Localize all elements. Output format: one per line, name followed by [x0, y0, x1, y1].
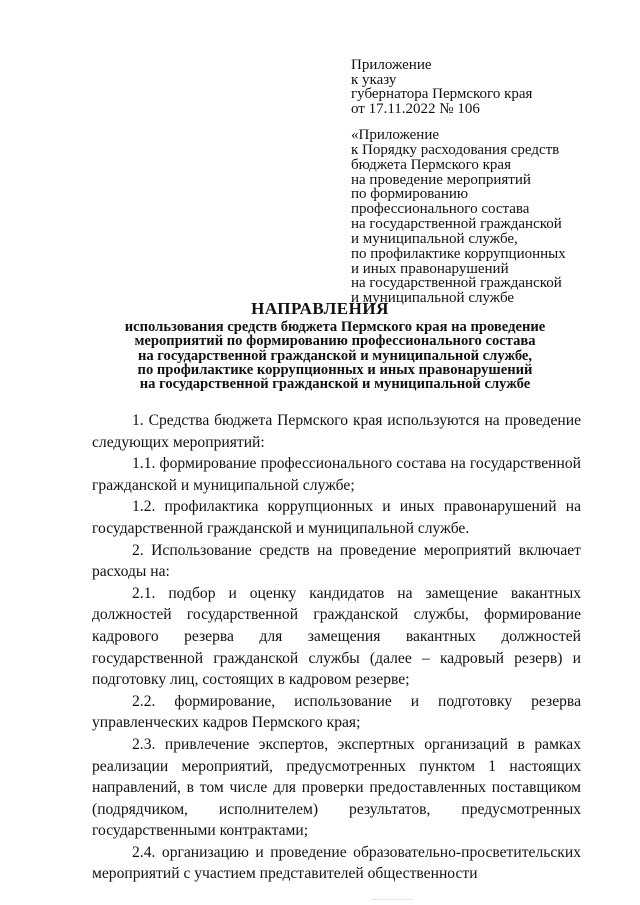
subtitle-line: по профилактике коррупционных и иных правонарушений [137, 361, 533, 378]
paragraph-2-2: 2.2. формирование, использование и подготовку резерва управленческих кадров Пермского края; [92, 692, 581, 732]
paragraph-2: 2. Использование средств на проведение мероприятий включает расходы на: [92, 541, 581, 581]
document-title: НАПРАВЛЕНИЯ [251, 299, 389, 318]
appendix-header [351, 58, 591, 117]
appendix-line: от 17.11.2022 № 106 [351, 101, 480, 118]
paragraph-1: 1. Средства бюджета Пермского края используются на проведение следующих мероприятий: [92, 412, 581, 451]
subtitle-line: использования средств бюджета Пермского края на проведение [124, 319, 546, 335]
nested-appendix-line: и муниципальной службе, [351, 230, 518, 247]
paragraph-2-3: 2.3. привлечение экспертов, экспертных организаций в рамках реализации мероприятий, предусмотренных пунктом 1 настоящих направлений, в том числе для проверки предоставленных поставщиком (подрядчиком, исполнителем) результатов, предусмотренных государственными контрактами; [92, 735, 581, 840]
nested-appendix-line: и иных правонарушений [351, 260, 509, 277]
scan-artifact [372, 899, 412, 902]
subtitle-line: на государственной гражданской и муниципальной службе, [137, 347, 533, 364]
appendix-line: к указу [351, 71, 397, 88]
document-subtitle [100, 320, 570, 391]
nested-appendix-line: и муниципальной службе [351, 290, 515, 307]
paragraph-2-4: 2.4. организацию и проведение образовательно-просветительских мероприятий с участием представителей общественности [92, 843, 581, 883]
nested-appendix-line: по профилактике коррупционных [351, 245, 566, 262]
paragraph-1-1: 1.1. формирование профессионального состава на государственной гражданской и муниципальной службе; [92, 455, 581, 494]
appendix-line: губернатора Пермского края [351, 86, 533, 103]
nested-appendix-line: к Порядку расходования средств [351, 141, 560, 158]
nested-appendix-header [351, 128, 601, 306]
nested-appendix-line: на государственной гражданской [351, 275, 562, 292]
subtitle-line: на государственной гражданской и муниципальной службе [139, 376, 531, 393]
document-body [92, 410, 581, 885]
paragraph-2-1: 2.1. подбор и оценку кандидатов на замещение вакантных должностей государственной гражданской службы, формирование кадрового резерва для замещения вакантных должностей государственной гражданской службы (далее – кадровый резерв) и подготовку лиц, состоящих в кадровом резерве; [92, 584, 581, 689]
nested-appendix-line: на государственной гражданской [351, 216, 562, 233]
nested-appendix-line: профессионального состава [351, 201, 530, 218]
nested-appendix-line: на проведение мероприятий [351, 171, 531, 188]
paragraph-1-2: 1.2. профилактика коррупционных и иных правонарушений на государственной гражданской и муниципальной службе. [92, 498, 581, 537]
subtitle-line: мероприятий по формированию профессионального состава [134, 333, 536, 350]
nested-appendix-line: бюджета Пермского края [351, 156, 511, 173]
nested-appendix-line: «Приложение [351, 127, 440, 143]
nested-appendix-line: по формированию [351, 186, 469, 203]
appendix-line: Приложение [351, 57, 432, 73]
